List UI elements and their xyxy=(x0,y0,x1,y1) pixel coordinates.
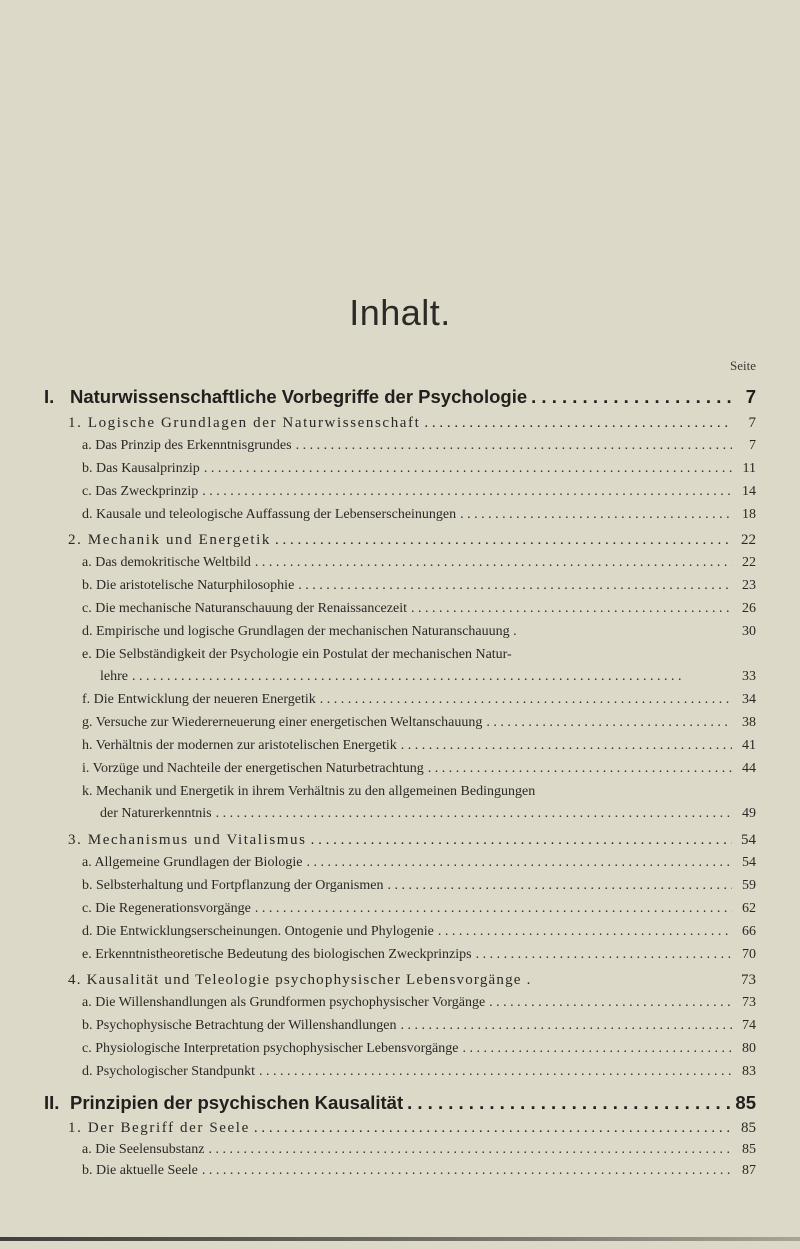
leader-dots xyxy=(254,1120,732,1137)
page-number: 66 xyxy=(742,924,756,939)
leader-dots xyxy=(296,438,732,454)
leader-dots xyxy=(428,761,732,777)
toc-chapter-5[interactable] xyxy=(68,1120,756,1137)
leader-dots xyxy=(208,1142,732,1158)
chapter-title: Kausalität und Teleologie psychophysischer Lebensvorgänge . xyxy=(86,972,532,988)
page-title: Inhalt. xyxy=(349,292,451,333)
toc-entry-3d[interactable] xyxy=(82,924,756,940)
page-number: 54 xyxy=(741,832,756,848)
page-number: 7 xyxy=(745,386,756,407)
entry-title-continuation: lehre xyxy=(100,669,128,684)
entry-title: b. Die aktuelle Seele xyxy=(82,1163,198,1178)
page-number: 73 xyxy=(741,972,756,988)
page-column-label: Seite xyxy=(730,358,756,373)
toc-entry-4a[interactable] xyxy=(82,995,756,1011)
leader-dots xyxy=(387,878,732,894)
leader-dots xyxy=(202,484,732,500)
toc-entry-2b[interactable] xyxy=(82,578,756,594)
leader-dots xyxy=(202,1163,732,1179)
part-title: Prinzipien der psychischen Kausalität xyxy=(70,1092,404,1113)
leader-dots xyxy=(255,555,732,571)
leader-dots xyxy=(407,1092,731,1114)
toc-entry-2g[interactable] xyxy=(82,715,756,731)
chapter-number: 2. xyxy=(68,532,83,548)
toc-entry-1a[interactable] xyxy=(82,438,756,454)
entry-title: a. Das Prinzip des Erkenntnisgrundes xyxy=(82,438,292,453)
chapter-title: Logische Grundlagen der Naturwissenschaft xyxy=(87,415,421,431)
toc-entry-1d[interactable] xyxy=(82,507,756,523)
chapter-title: Der Begriff der Seele xyxy=(87,1120,250,1136)
toc-chapter-3[interactable] xyxy=(68,832,756,849)
entry-title: h. Verhältnis der modernen zur aristotelischen Energetik xyxy=(82,738,397,753)
toc-entry-2f[interactable] xyxy=(82,692,756,708)
entry-title-continuation: der Naturerkenntnis xyxy=(100,806,212,821)
entry-title: d. Die Entwicklungserscheinungen. Ontogenie und Phylogenie xyxy=(82,924,434,939)
toc-part-2[interactable] xyxy=(44,1092,756,1114)
leader-dots xyxy=(411,601,732,617)
leader-dots xyxy=(476,947,732,963)
page-number: 18 xyxy=(742,507,756,522)
entry-title: a. Die Seelensubstanz xyxy=(82,1142,205,1157)
entry-title: e. Erkenntnistheoretische Bedeutung des biologischen Zweckprinzips xyxy=(82,947,472,962)
leader-dots xyxy=(462,1041,732,1057)
toc-entry-2h[interactable] xyxy=(82,738,756,754)
toc-entry-4d[interactable] xyxy=(82,1064,756,1080)
entry-title: f. Die Entwicklung der neueren Energetik xyxy=(82,692,316,707)
page-number: 73 xyxy=(742,995,756,1010)
entry-title: c. Die Regenerationsvorgänge xyxy=(82,901,251,916)
toc-entry-2a[interactable] xyxy=(82,555,756,571)
toc-entry-3b[interactable] xyxy=(82,878,756,894)
page-number: 22 xyxy=(742,555,756,570)
page-number: 23 xyxy=(742,578,756,593)
toc-entry-3c[interactable] xyxy=(82,901,756,917)
page-number: 41 xyxy=(742,738,756,753)
page-number: 59 xyxy=(742,878,756,893)
chapter-number: 3. xyxy=(68,832,83,848)
entry-title: k. Mechanik und Energetik in ihrem Verhältnis zu den allgemeinen Bedingungen xyxy=(82,784,536,799)
leader-dots xyxy=(401,738,732,754)
page-number: 83 xyxy=(742,1064,756,1079)
leader-dots xyxy=(424,415,732,432)
page-number: 54 xyxy=(742,855,756,870)
toc-entry-1c[interactable] xyxy=(82,484,756,500)
leader-dots xyxy=(275,532,732,549)
entry-title: d. Empirische und logische Grundlagen der mechanischen Naturanschauung . xyxy=(82,624,517,639)
leader-dots xyxy=(255,901,732,917)
leader-dots xyxy=(306,855,732,871)
toc-chapter-2[interactable] xyxy=(68,532,756,549)
page-number: 44 xyxy=(742,761,756,776)
leader-dots xyxy=(438,924,732,940)
entry-title: c. Physiologische Interpretation psychophysischer Lebensvorgänge xyxy=(82,1041,459,1056)
chapter-number: 4. xyxy=(68,972,82,988)
leader-dots xyxy=(320,692,732,708)
toc-chapter-4[interactable] xyxy=(68,972,756,989)
toc-entry-5b[interactable] xyxy=(82,1163,756,1179)
page-number: 74 xyxy=(742,1018,756,1033)
page-number: 62 xyxy=(742,901,756,916)
page-number: 49 xyxy=(742,806,756,821)
entry-title: d. Kausale und teleologische Auffassung der Lebenserscheinungen xyxy=(82,507,457,522)
part-number: II. xyxy=(44,1092,60,1113)
entry-title: a. Das demokritische Weltbild xyxy=(82,555,251,570)
page-number: 14 xyxy=(742,484,756,499)
entry-title: b. Das Kausalprinzip xyxy=(82,461,200,476)
toc-entry-5a[interactable] xyxy=(82,1142,756,1158)
page-number: 87 xyxy=(742,1163,756,1178)
entry-title: c. Das Zweckprinzip xyxy=(82,484,199,499)
leader-dots xyxy=(486,715,732,731)
entry-title: b. Psychophysische Betrachtung der Willenshandlungen xyxy=(82,1018,397,1033)
toc-entry-3e[interactable] xyxy=(82,947,756,963)
toc-entry-1b[interactable] xyxy=(82,461,756,477)
page-number: 7 xyxy=(749,438,756,453)
entry-title: i. Vorzüge und Nachteile der energetischen Naturbetrachtung xyxy=(82,761,424,776)
page-number: 22 xyxy=(741,532,756,548)
chapter-number: 1. xyxy=(68,415,83,431)
page-number: 26 xyxy=(742,601,756,616)
leader-dots xyxy=(460,507,732,523)
leader-dots xyxy=(489,995,732,1011)
part-number: I. xyxy=(44,386,55,407)
page-number: 11 xyxy=(742,461,756,476)
entry-title: a. Allgemeine Grundlagen der Biologie xyxy=(82,855,303,870)
leader-dots xyxy=(204,461,732,477)
toc-entry-2d[interactable] xyxy=(82,624,756,640)
leader-dots xyxy=(298,578,732,594)
leader-dots xyxy=(531,386,732,408)
page-number: 34 xyxy=(742,692,756,707)
scan-edge-line xyxy=(0,1237,800,1241)
chapter-number: 1. xyxy=(68,1120,83,1136)
toc-entry-2c[interactable] xyxy=(82,601,756,617)
part-title: Naturwissenschaftliche Vorbegriffe der Psychologie xyxy=(70,386,528,407)
entry-title: b. Selbsterhaltung und Fortpflanzung der Organismen xyxy=(82,878,384,893)
toc-entry-2e-continuation[interactable] xyxy=(100,669,756,685)
chapter-title: Mechanik und Energetik xyxy=(87,532,272,548)
toc-entry-2e[interactable] xyxy=(82,647,756,663)
page-number: 85 xyxy=(742,1142,756,1157)
page-number: 30 xyxy=(742,624,756,639)
toc-entry-4b[interactable] xyxy=(82,1018,756,1034)
toc-entry-2i[interactable] xyxy=(82,761,756,777)
leader-dots xyxy=(132,669,732,685)
entry-title: c. Die mechanische Naturanschauung der Renaissancezeit xyxy=(82,601,407,616)
entry-title: d. Psychologischer Standpunkt xyxy=(82,1064,256,1079)
entry-title: a. Die Willenshandlungen als Grundformen psychophysischer Vorgänge xyxy=(82,995,486,1010)
leader-dots xyxy=(259,1064,732,1080)
toc-entry-3a[interactable] xyxy=(82,855,756,871)
page-number: 33 xyxy=(742,669,756,684)
toc-part-1[interactable] xyxy=(44,386,756,408)
leader-dots xyxy=(311,832,732,849)
leader-dots xyxy=(401,1018,732,1034)
toc-entry-2k[interactable] xyxy=(82,784,756,800)
page-number: 38 xyxy=(742,715,756,730)
entry-title: b. Die aristotelische Naturphilosophie xyxy=(82,578,295,593)
toc-entry-2k-continuation[interactable] xyxy=(100,806,756,822)
toc-entry-4c[interactable] xyxy=(82,1041,756,1057)
page-number: 80 xyxy=(742,1041,756,1056)
entry-title: g. Versuche zur Wiedererneuerung einer energetischen Weltanschauung xyxy=(82,715,483,730)
page-number: 85 xyxy=(735,1092,756,1113)
page-number: 85 xyxy=(741,1120,756,1136)
page-number: 7 xyxy=(748,415,756,431)
entry-title: e. Die Selbständigkeit der Psychologie ein Postulat der mechanischen Natur- xyxy=(82,647,512,662)
toc-chapter-1[interactable] xyxy=(68,415,756,432)
page-number: 70 xyxy=(742,947,756,962)
leader-dots xyxy=(216,806,732,822)
chapter-title: Mechanismus und Vitalismus xyxy=(87,832,307,848)
